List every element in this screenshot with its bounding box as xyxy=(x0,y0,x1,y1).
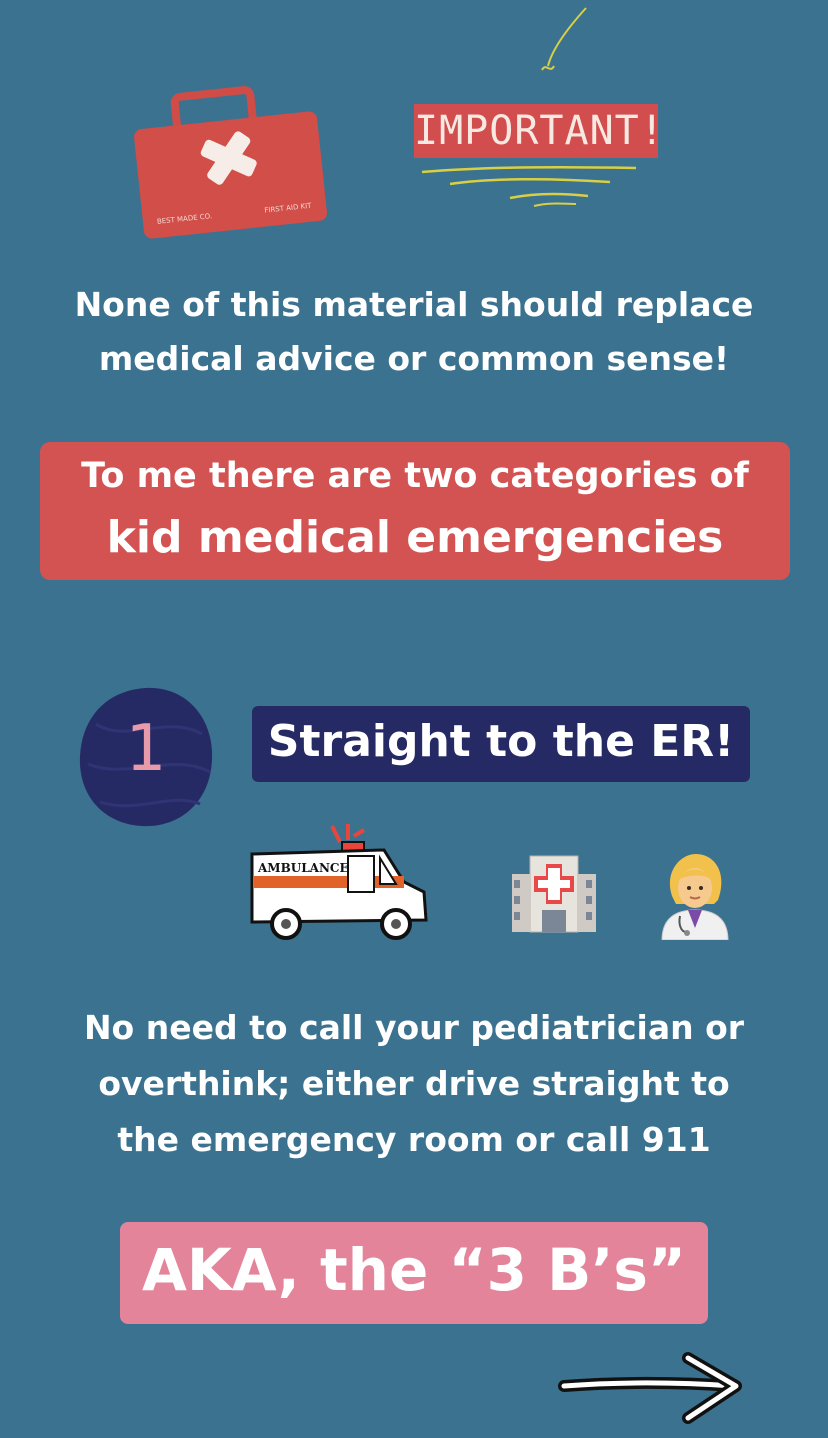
ambulance-label: AMBULANCE xyxy=(258,861,349,875)
categories-line-2: kid medical emergencies xyxy=(106,512,724,563)
category-number: 1 xyxy=(125,712,167,786)
disclaimer-line-2: medical advice or common sense! xyxy=(98,339,730,378)
categories-line-1: To me there are two categories of xyxy=(81,456,749,496)
instructions-line-1: No need to call your pediatrician or xyxy=(83,1008,745,1047)
er-banner xyxy=(252,706,750,782)
disclaimer-line-1: None of this material should replace xyxy=(74,285,754,324)
aka-banner xyxy=(120,1222,708,1324)
next-arrow-icon[interactable] xyxy=(556,1350,748,1426)
ambulance-icon xyxy=(244,820,434,942)
instructions-line-3: the emergency room or call 911 xyxy=(117,1120,711,1159)
disclaimer-text xyxy=(40,278,788,386)
aka-label: AKA, the “3 B’s” xyxy=(141,1236,687,1304)
important-label: IMPORTANT! xyxy=(414,104,658,158)
instructions-text xyxy=(40,1000,788,1168)
categories-banner xyxy=(40,442,790,580)
er-title: Straight to the ER! xyxy=(267,716,735,767)
kit-brand-label: BEST MADE CO. xyxy=(156,212,213,226)
kit-label: FIRST AID KIT xyxy=(264,201,312,215)
important-sticker xyxy=(410,0,670,220)
first-aid-kit-icon xyxy=(130,80,330,240)
hospital-icon xyxy=(508,852,600,934)
instructions-line-2: overthink; either drive straight to xyxy=(98,1064,730,1103)
doctor-icon xyxy=(658,852,732,940)
category-number-badge xyxy=(76,684,216,830)
